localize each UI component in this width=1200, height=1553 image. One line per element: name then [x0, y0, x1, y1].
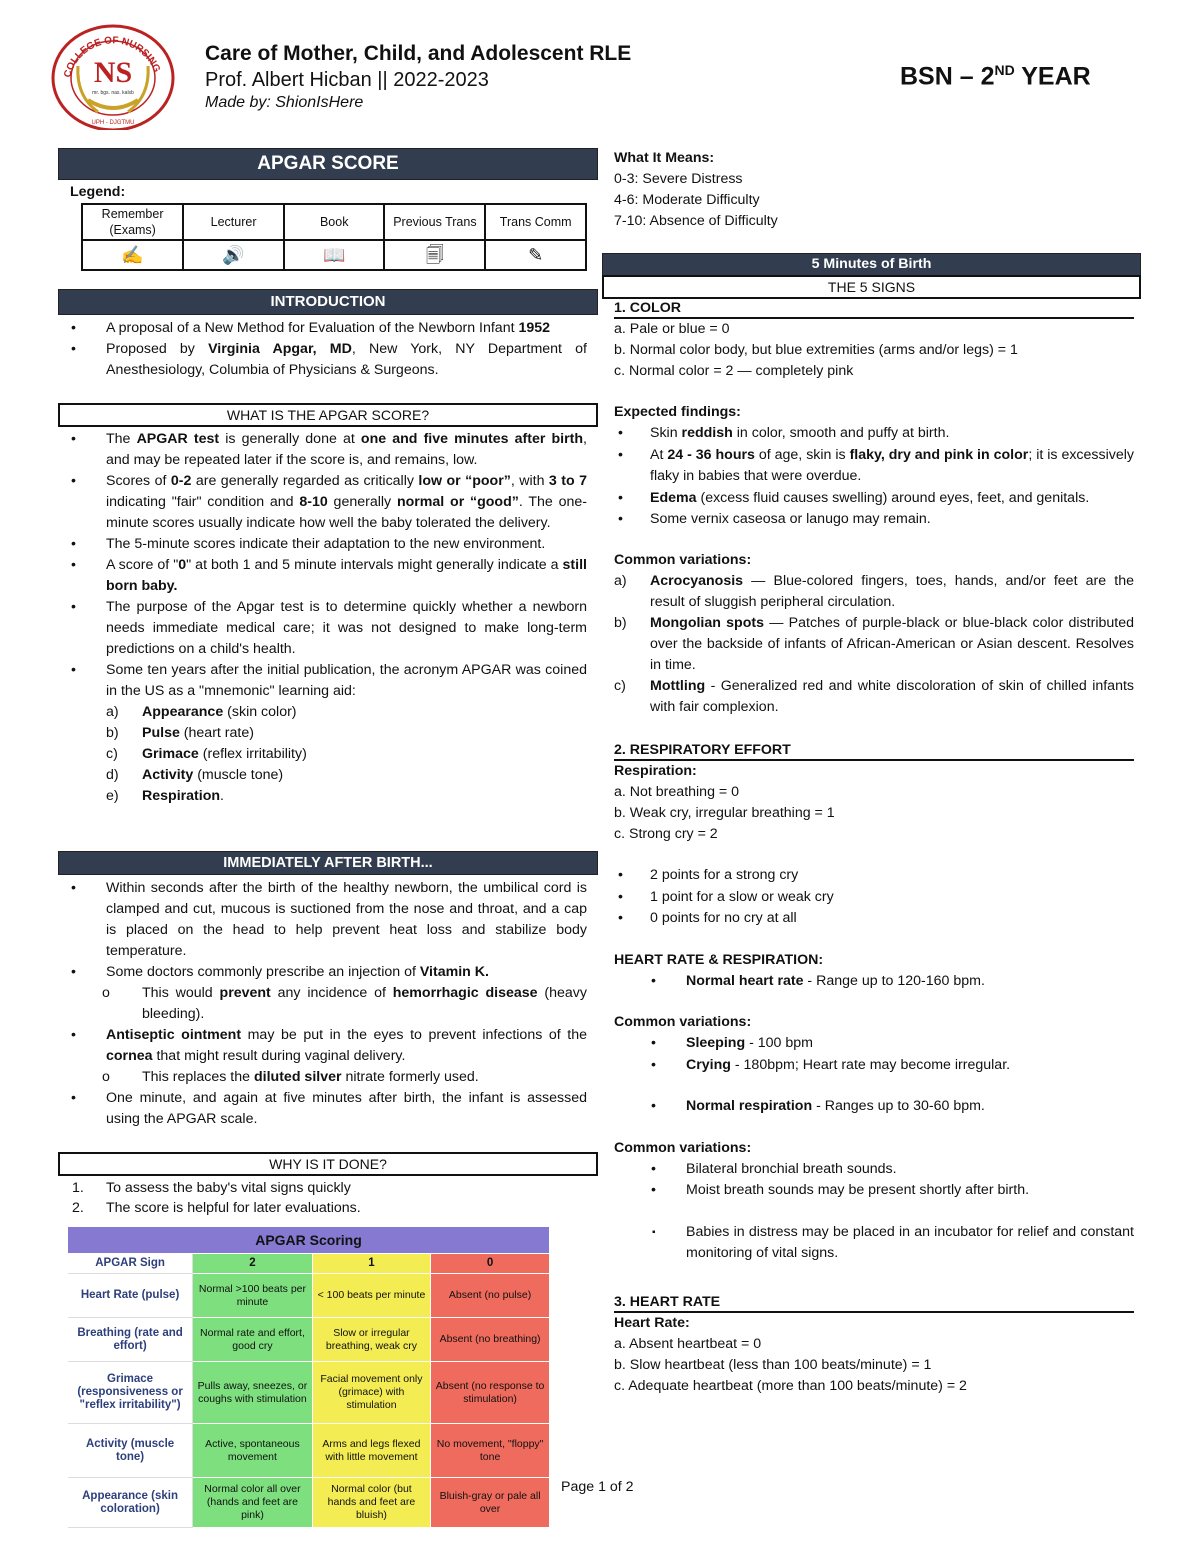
five-minutes-banner: 5 Minutes of Birth — [602, 253, 1141, 276]
table-cell: Facial movement only (grimace) with stimulation — [312, 1362, 430, 1424]
introduction-banner: INTRODUCTION — [58, 289, 598, 315]
color-section — [614, 300, 1134, 718]
list-item: • 2 points for a strong cry — [614, 865, 1134, 887]
heart-rate-heading: 3. HEART RATE — [614, 1294, 1134, 1313]
table-cell: Normal rate and effort, good cry — [193, 1318, 313, 1362]
table-row — [68, 1478, 550, 1528]
list-item: ▪ Babies in distress may be placed in an incubator for relief and constant monitoring of vital signs. — [614, 1222, 1134, 1265]
mnemonic-item: a) Appearance (skin color) — [106, 704, 297, 720]
score-line: c. Strong cry = 2 — [614, 826, 718, 842]
table-cell: Arms and legs flexed with little movement — [312, 1424, 430, 1478]
table-row — [68, 1362, 550, 1424]
common-variations-title: Common variations: — [614, 1139, 752, 1156]
score-line: b. Slow heartbeat (less than 100 beats/minute) = 1 — [614, 1357, 932, 1373]
list-item: • Some ten years after the initial publication, the acronym APGAR was coined in the US as a "mnemonic" learning aid: — [60, 660, 587, 702]
legend-label: Legend: — [70, 184, 126, 200]
score-line: c. Adequate heartbeat (more than 100 beats/minute) = 2 — [614, 1378, 967, 1394]
list-item: • Skin reddish in color, smooth and puffy at birth. — [614, 423, 1134, 445]
column-header: 0 — [431, 1254, 550, 1274]
common-variations-title: Common variations: — [614, 1014, 752, 1030]
score-line: a. Absent heartbeat = 0 — [614, 1336, 762, 1352]
hand-writing-icon: ✍ — [82, 240, 183, 270]
meaning-line: 7-10: Absence of Difficulty — [614, 213, 778, 229]
sub-item: o This would prevent any incidence of hemorrhagic disease (heavy bleeding). — [102, 985, 587, 1022]
mnemonic-item: d) Activity (muscle tone) — [106, 767, 284, 783]
column-header: 2 — [193, 1254, 313, 1274]
page-number: Page 1 of 2 — [561, 1479, 634, 1495]
table-cell: Normal >100 beats per minute — [193, 1274, 313, 1318]
table-row — [68, 1274, 550, 1318]
list-item: 2. The score is helpful for later evaluations. — [72, 1200, 361, 1216]
table-cell: Active, spontaneous movement — [193, 1424, 313, 1478]
immediately-after-birth-banner: IMMEDIATELY AFTER BIRTH... — [58, 851, 598, 875]
professor-line: Prof. Albert Hicban || 2022-2023 — [205, 69, 489, 91]
list-item: a) Acrocyanosis — Blue-colored fingers, toes, hands, and/or feet are the result of sluggish peripheral circulation. — [614, 572, 1134, 610]
table-cell: Pulls away, sneezes, or coughs with stimulation — [193, 1362, 313, 1424]
heart-rate-subtitle: Heart Rate: — [614, 1315, 690, 1331]
score-line: c. Normal color = 2 — completely pink — [614, 363, 854, 379]
list-item: • Proposed by Virginia Apgar, MD, New York, NY Department of Anesthesiology, Columbia of Physicians & Surgeons. — [60, 339, 587, 381]
svg-text:mr. bgs. nas. kalsb: mr. bgs. nas. kalsb — [92, 90, 134, 96]
what-is-apgar-heading: WHAT IS THE APGAR SCORE? — [58, 403, 598, 427]
list-item: • Sleeping - 100 bpm — [614, 1033, 1134, 1055]
list-item: • Edema (excess fluid causes swelling) around eyes, feet, and genitals. — [614, 488, 1134, 510]
table-cell: Appearance (skin coloration) — [68, 1478, 193, 1528]
list-item: • Normal heart rate - Range up to 120-160 bpm. — [614, 971, 1134, 993]
svg-text:UPH - DJGTMU: UPH - DJGTMU — [91, 120, 135, 126]
year-label: BSN – 2ND YEAR — [900, 62, 1091, 91]
list-item: • A score of "0" at both 1 and 5 minute intervals might generally indicate a still born baby. — [60, 555, 587, 597]
table-row — [68, 1318, 550, 1362]
heart-rate-section — [614, 1294, 1134, 1397]
list-item: • The APGAR test is generally done at one and five minutes after birth, and may be repeated later if the score is, and remains, low. — [60, 429, 587, 471]
list-item: • Some doctors commonly prescribe an injection of Vitamin K. — [60, 962, 587, 983]
why-is-it-done-section — [60, 1178, 587, 1218]
what-it-means-title: What It Means: — [614, 150, 715, 166]
copy-icon: 🗐 — [384, 240, 485, 270]
apgar-scoring-table — [68, 1227, 550, 1528]
table-cell: Normal color all over (hands and feet are pink) — [193, 1478, 313, 1528]
list-item: c) Mottling - Generalized red and white discoloration of skin of chilled infants with fair complexion. — [614, 677, 1134, 715]
legend-header: Trans Comm — [485, 204, 586, 240]
respiratory-section — [614, 742, 1134, 1265]
column-header: APGAR Sign — [68, 1254, 193, 1274]
score-line: a. Not breathing = 0 — [614, 784, 740, 800]
what-is-apgar-section — [60, 429, 587, 807]
why-is-it-done-heading: WHY IS IT DONE? — [58, 1152, 598, 1176]
table-cell: Absent (no pulse) — [431, 1274, 550, 1318]
list-item: b) Mongolian spots — Patches of purple-black or blue-black color distributed over the backside of infants of African-American or Asian descent. Resolves in time. — [614, 614, 1134, 673]
expected-findings-title: Expected findings: — [614, 404, 741, 420]
list-item: • Bilateral bronchial breath sounds. — [614, 1159, 1134, 1181]
table-cell: Absent (no response to stimulation) — [431, 1362, 550, 1424]
table-cell: Normal color (but hands and feet are bluish) — [312, 1478, 430, 1528]
legend-table — [81, 203, 587, 271]
apgar-score-banner: APGAR SCORE — [58, 148, 598, 180]
table-cell: Grimace (responsiveness or "reflex irritability") — [68, 1362, 193, 1424]
respiration-subtitle: Respiration: — [614, 763, 697, 779]
meaning-line: 0-3: Severe Distress — [614, 171, 743, 187]
table-cell: < 100 beats per minute — [312, 1274, 430, 1318]
legend-header: Lecturer — [183, 204, 284, 240]
meaning-line: 4-6: Moderate Difficulty — [614, 192, 760, 208]
table-cell: Absent (no breathing) — [431, 1318, 550, 1362]
list-item: • Normal respiration - Ranges up to 30-60 bpm. — [614, 1096, 1134, 1118]
heart-rate-respiration-title: HEART RATE & RESPIRATION: — [614, 951, 824, 968]
mnemonic-item: c) Grimace (reflex irritability) — [106, 746, 307, 762]
legend-header: Previous Trans — [384, 204, 485, 240]
immediately-after-birth-section — [60, 878, 587, 1130]
list-item: • The purpose of the Apgar test is to determine quickly whether a newborn needs immediate medical care; it was not designed to make long-term predictions on a child's health. — [60, 597, 587, 660]
list-item: • 0 points for no cry at all — [614, 908, 1134, 930]
svg-text:NS: NS — [93, 56, 133, 89]
table-cell: Heart Rate (pulse) — [68, 1274, 193, 1318]
table-row — [68, 1424, 550, 1478]
svg-text:COLLEGE OF NURSING: COLLEGE OF NURSING — [62, 35, 163, 79]
list-item: • Some vernix caseosa or lanugo may remain. — [614, 509, 1134, 531]
list-item: • One minute, and again at five minutes after birth, the infant is assessed using the APGAR scale. — [60, 1088, 587, 1130]
legend-header: Remember (Exams) — [82, 204, 183, 240]
sub-item: o This replaces the diluted silver nitrate formerly used. — [102, 1069, 479, 1085]
pen-icon: ✎ — [485, 240, 586, 270]
list-item: • 1 point for a slow or weak cry — [614, 887, 1134, 909]
table-cell: No movement, "floppy" tone — [431, 1424, 550, 1478]
table-title: APGAR Scoring — [68, 1227, 550, 1254]
legend-header: Book — [284, 204, 384, 240]
list-item: • At 24 - 36 hours of age, skin is flaky, dry and pink in color; it is excessively flaky in babies that were overdue. — [614, 445, 1134, 488]
five-signs-subheading: THE 5 SIGNS — [602, 275, 1141, 299]
list-item: • A proposal of a New Method for Evaluation of the Newborn Infant 1952 — [60, 318, 587, 339]
score-line: a. Pale or blue = 0 — [614, 321, 730, 337]
made-by: Made by: ShionIsHere — [205, 94, 364, 111]
introduction-section — [60, 318, 587, 381]
common-variations-title: Common variations: — [614, 551, 752, 568]
list-item: • Within seconds after the birth of the healthy newborn, the umbilical cord is clamped and cut, mucous is suctioned from the nose and throat, and a cap is placed on the head to help prevent heat loss and stabilize body temperature. — [60, 878, 587, 962]
respiratory-heading: 2. RESPIRATORY EFFORT — [614, 742, 1134, 761]
what-it-means-section — [614, 148, 1134, 232]
column-header: 1 — [312, 1254, 430, 1274]
score-line: b. Normal color body, but blue extremities (arms and/or legs) = 1 — [614, 342, 1018, 358]
list-item: • The 5-minute scores indicate their adaptation to the new environment. — [60, 534, 587, 555]
table-cell: Breathing (rate and effort) — [68, 1318, 193, 1362]
list-item: • Scores of 0-2 are generally regarded as critically low or “poor”, with 3 to 7 indicating "fair" condition and 8-10 generally normal or “good”. The one-minute scores usually indicate how well the baby tolerated the delivery. — [60, 471, 587, 534]
score-line: b. Weak cry, irregular breathing = 1 — [614, 805, 835, 821]
college-logo — [48, 16, 178, 130]
color-heading: 1. COLOR — [614, 300, 1134, 319]
list-item: 1. To assess the baby's vital signs quickly — [72, 1180, 351, 1196]
speaker-icon: 🔊 — [183, 240, 284, 270]
table-cell: Slow or irregular breathing, weak cry — [312, 1318, 430, 1362]
list-item: • Antiseptic ointment may be put in the eyes to prevent infections of the cornea that might result during vaginal delivery. — [60, 1025, 587, 1067]
mnemonic-item: e) Respiration. — [106, 788, 224, 804]
list-item: • Crying - 180bpm; Heart rate may become irregular. — [614, 1055, 1134, 1077]
book-icon: 📖 — [284, 240, 384, 270]
table-cell: Bluish-gray or pale all over — [431, 1478, 550, 1528]
course-title: Care of Mother, Child, and Adolescent RLE — [205, 42, 632, 65]
mnemonic-item: b) Pulse (heart rate) — [106, 725, 254, 741]
list-item: • Moist breath sounds may be present shortly after birth. — [614, 1180, 1134, 1202]
table-cell: Activity (muscle tone) — [68, 1424, 193, 1478]
